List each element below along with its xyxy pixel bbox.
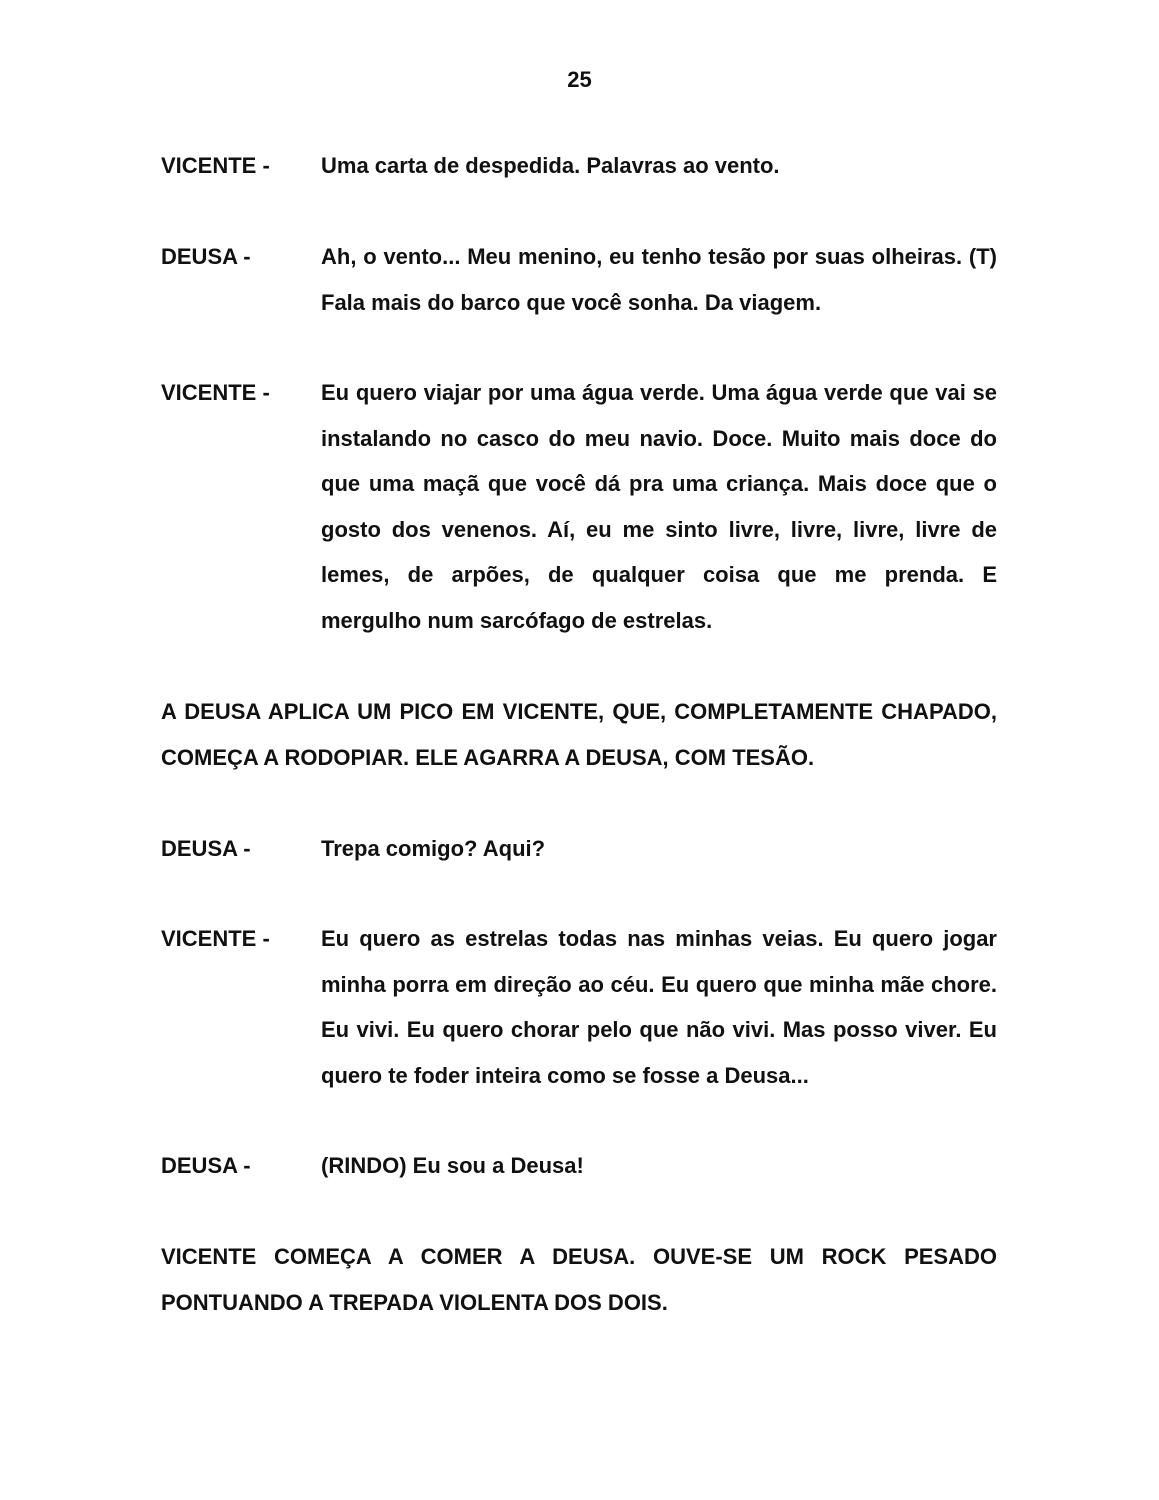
dialogue-line: (RINDO) Eu sou a Deusa! (321, 1153, 584, 1178)
dialogue-line: mergulho num sarcófago de estrelas. (321, 608, 713, 633)
stage-direction (161, 697, 997, 773)
dialogue-line: que uma maçã que você dá pra uma criança. Mais doce que o (321, 471, 997, 496)
dialogue-line: Uma carta de despedida. Palavras ao vento. (321, 153, 780, 178)
dialogue-line: lemes, de arpões, de qualquer coisa que me prenda. E (321, 562, 997, 587)
speaker-name: DEUSA - (161, 244, 251, 269)
dialogue-line: gosto dos venenos. Aí, eu me sinto livre, livre, livre, livre de (321, 517, 997, 542)
speaker-name: DEUSA - (161, 1153, 251, 1178)
dialogue-block (161, 151, 997, 181)
dialogue-block (161, 1151, 997, 1181)
page-number: 25 (567, 67, 592, 92)
speaker-name: VICENTE - (161, 926, 270, 951)
dialogue-block (161, 834, 997, 864)
dialogue-line: instalando no casco do meu navio. Doce. Muito mais doce do (321, 426, 997, 451)
dialogue-line: Ah, o vento... Meu menino, eu tenho tesão por suas olheiras. (T) (321, 244, 997, 269)
stage-line: COMEÇA A RODOPIAR. ELE AGARRA A DEUSA, COM TESÃO. (161, 745, 815, 770)
speaker-name: DEUSA - (161, 836, 251, 861)
stage-direction (161, 1242, 997, 1318)
dialogue-line: Eu quero viajar por uma água verde. Uma água verde que vai se (321, 380, 997, 405)
stage-line: VICENTE COMEÇA A COMER A DEUSA. OUVE-SE UM ROCK PESADO (161, 1244, 997, 1269)
dialogue-line: Eu quero as estrelas todas nas minhas veias. Eu quero jogar (321, 926, 997, 951)
dialogue-line: Fala mais do barco que você sonha. Da viagem. (321, 290, 822, 315)
stage-line: PONTUANDO A TREPADA VIOLENTA DOS DOIS. (161, 1290, 668, 1315)
dialogue-line: Eu vivi. Eu quero chorar pelo que não vivi. Mas posso viver. Eu (321, 1017, 997, 1042)
dialogue-block (161, 924, 997, 1094)
dialogue-block (161, 242, 997, 318)
stage-line: A DEUSA APLICA UM PICO EM VICENTE, QUE, COMPLETAMENTE CHAPADO, (161, 699, 997, 724)
speaker-name: VICENTE - (161, 153, 270, 178)
dialogue-block (161, 378, 997, 638)
dialogue-line: quero te foder inteira como se fosse a Deusa... (321, 1063, 809, 1088)
dialogue-line: Trepa comigo? Aqui? (321, 836, 546, 861)
speaker-name: VICENTE - (161, 380, 270, 405)
dialogue-line: minha porra em direção ao céu. Eu quero que minha mãe chore. (321, 972, 997, 997)
